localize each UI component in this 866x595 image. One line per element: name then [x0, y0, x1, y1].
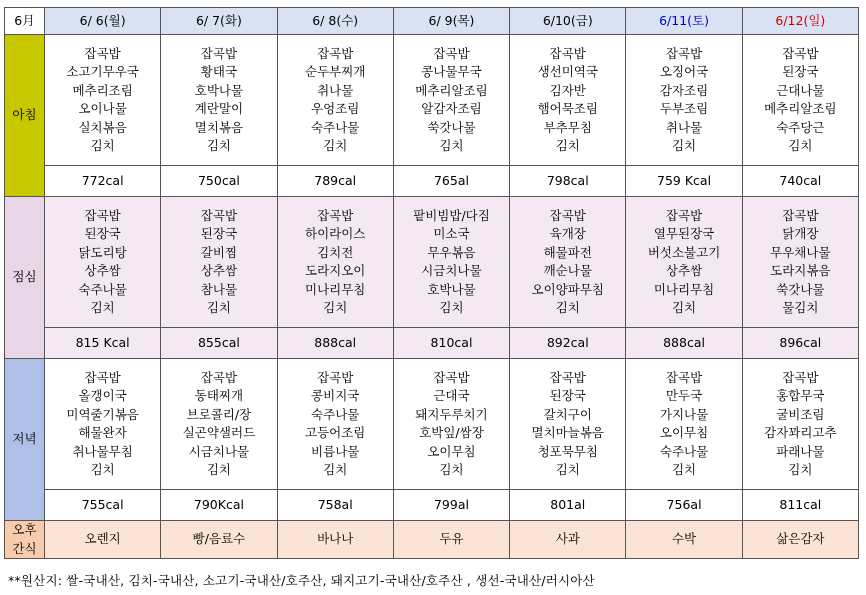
menu-item: 된장국 [84, 226, 121, 241]
snack-cell: 빵/음료수 [161, 521, 277, 559]
menu-item: 잡곡밥 [549, 207, 586, 223]
menu-item: 잡곡밥 [782, 207, 819, 223]
breakfast-label: 아침 [5, 35, 45, 197]
menu-cell [626, 197, 742, 328]
menu-item: 미나리무침 [305, 281, 366, 297]
menu-cell [277, 197, 393, 328]
menu-item: 숙주나물 [78, 281, 127, 297]
menu-item: 오이무침 [659, 425, 709, 440]
menu-item: 김치 [323, 300, 348, 315]
menu-item: 도라지볶음 [770, 263, 831, 278]
menu-item: 청포묵무침 [537, 443, 598, 459]
dinner-calorie-row [5, 490, 859, 521]
menu-item: 된장국 [549, 388, 586, 403]
snack-cell: 바나나 [277, 521, 393, 559]
calorie-cell: 756al [626, 490, 742, 521]
menu-item: 잡곡밥 [549, 369, 586, 385]
snack-cell: 오렌지 [45, 521, 161, 559]
menu-item: 김치 [206, 138, 231, 153]
calorie-cell: 811cal [742, 490, 858, 521]
menu-item: 잡곡밥 [84, 207, 121, 223]
menu-item: 김치 [671, 462, 697, 477]
menu-item: 숙주당근 [776, 119, 825, 135]
snack-label [5, 521, 45, 559]
calorie-cell: 765al [393, 166, 509, 197]
menu-item: 하이라이스 [305, 226, 366, 241]
menu-cell [510, 197, 626, 328]
menu-cell [45, 197, 161, 328]
menu-item: 닭도리탕 [78, 244, 127, 260]
menu-item: 고등어조림 [305, 425, 366, 440]
menu-item: 갈비찜 [200, 244, 238, 260]
lunch-calorie-row [5, 328, 859, 359]
menu-item: 부추무침 [543, 119, 592, 135]
day-header: 6/ 7(화) [161, 8, 277, 35]
menu-item: 김치 [206, 300, 231, 315]
dinner-label: 저녁 [5, 359, 45, 521]
calorie-cell: 810cal [393, 328, 509, 359]
menu-item: 우엉조림 [311, 101, 360, 116]
lunch-label: 점심 [5, 197, 45, 359]
calorie-cell: 772cal [45, 166, 161, 197]
menu-item: 잡곡밥 [665, 369, 703, 385]
menu-item: 만두국 [665, 388, 703, 403]
menu-item: 멸치볶음 [194, 119, 244, 135]
menu-item: 감자조림 [659, 82, 709, 98]
menu-item: 김치전 [317, 244, 354, 260]
calorie-cell: 759 Kcal [626, 166, 742, 197]
menu-item: 김치 [439, 462, 464, 477]
menu-cell [393, 35, 509, 166]
menu-item: 김치 [555, 462, 580, 477]
menu-cell [277, 35, 393, 166]
calorie-cell: 758al [277, 490, 393, 521]
snack-cell: 수박 [626, 521, 742, 559]
menu-item: 올갱이국 [78, 388, 127, 403]
snack-cell: 사과 [510, 521, 626, 559]
menu-item: 잡곡밥 [200, 45, 238, 61]
menu-item: 가지나물 [659, 406, 709, 422]
menu-item: 깨순나물 [543, 263, 592, 278]
menu-item: 김치 [323, 138, 348, 153]
menu-item: 김치 [206, 462, 231, 477]
menu-item: 무우채나물 [770, 244, 831, 260]
menu-item: 생선미역국 [537, 64, 598, 79]
menu-item: 김치 [555, 138, 580, 153]
menu-item: 황태국 [200, 64, 238, 79]
menu-cell [742, 197, 858, 328]
menu-item: 잡곡밥 [549, 45, 586, 61]
menu-item: 취나물무침 [72, 443, 133, 459]
calorie-cell: 740cal [742, 166, 858, 197]
calorie-cell: 750cal [161, 166, 277, 197]
menu-item: 잡곡밥 [782, 369, 819, 385]
menu-item: 김치 [788, 462, 813, 477]
menu-cell [277, 359, 393, 490]
origin-footnote: **원산지: 쌀-국내산, 김치-국내산, 소고기-국내산/호주산, 돼지고기-국내산/호주산 , 생선-국내산/러시아산 [8, 573, 595, 588]
day-header: 6/10(금) [510, 8, 626, 35]
calorie-cell: 801al [510, 490, 626, 521]
menu-item: 취나물 [665, 119, 703, 135]
menu-item: 김치 [671, 138, 697, 153]
menu-item: 미나리무침 [653, 281, 715, 297]
menu-item: 물김치 [782, 300, 819, 315]
menu-item: 실곤약샐러드 [182, 425, 256, 440]
calorie-cell: 789cal [277, 166, 393, 197]
menu-item: 시금치나물 [188, 443, 250, 459]
menu-item: 잡곡밥 [200, 369, 238, 385]
dinner-menu-row [5, 359, 859, 490]
menu-item: 숙주나물 [659, 443, 709, 459]
menu-item: 잡곡밥 [317, 369, 354, 385]
menu-item: 시금치나물 [421, 263, 482, 278]
menu-item: 김자반 [549, 82, 586, 98]
menu-item: 육개장 [549, 226, 586, 241]
menu-item: 두부조림 [659, 101, 709, 116]
menu-item: 잡곡밥 [317, 45, 354, 61]
menu-item: 오징어국 [659, 64, 709, 79]
menu-item: 오이나물 [78, 101, 127, 116]
menu-item: 미역줄기볶음 [66, 406, 139, 422]
menu-cell [510, 359, 626, 490]
menu-item: 잡곡밥 [665, 207, 703, 223]
calorie-cell: 790Kcal [161, 490, 277, 521]
menu-item: 김치 [90, 462, 115, 477]
menu-cell [45, 35, 161, 166]
menu-item: 김치 [788, 138, 813, 153]
menu-item: 김치 [671, 300, 697, 315]
menu-item: 잡곡밥 [433, 45, 470, 61]
menu-item: 열무된장국 [653, 226, 715, 241]
menu-item: 알감자조림 [421, 101, 482, 116]
header-row [5, 8, 859, 35]
menu-item: 메추리조림 [72, 82, 133, 98]
menu-item: 근대나물 [776, 82, 825, 98]
lunch-menu-row [5, 197, 859, 328]
menu-item: 숙주나물 [311, 119, 360, 135]
menu-cell [161, 35, 277, 166]
menu-item: 메추리알조림 [415, 82, 488, 98]
day-header: 6/12(일) [742, 8, 858, 35]
menu-item: 김치 [90, 138, 115, 153]
menu-item: 상추쌈 [665, 263, 703, 278]
menu-cell [742, 35, 858, 166]
menu-item: 김치 [439, 138, 464, 153]
calorie-cell: 892cal [510, 328, 626, 359]
menu-cell [45, 359, 161, 490]
menu-item: 동태찌개 [194, 388, 244, 403]
menu-item: 무우볶음 [427, 244, 476, 260]
menu-item: 닭개장 [782, 226, 819, 241]
day-header: 6/ 9(목) [393, 8, 509, 35]
menu-item: 호박나물 [194, 82, 244, 98]
menu-item: 미소국 [433, 226, 470, 241]
menu-item: 잡곡밥 [200, 207, 238, 223]
menu-item: 호박잎/쌈장 [419, 425, 484, 440]
weekly-meal-table [4, 7, 859, 559]
menu-item: 쑥갓나물 [427, 119, 476, 135]
snack-cell: 삶은감자 [742, 521, 858, 559]
menu-item: 오이양파무침 [531, 281, 604, 297]
menu-item: 잡곡밥 [84, 369, 121, 385]
calorie-cell: 815 Kcal [45, 328, 161, 359]
menu-item: 팥비빔밥/다짐 [413, 207, 490, 223]
month-label: 6月 [5, 8, 45, 35]
menu-item: 비름나물 [311, 443, 360, 459]
menu-item: 잡곡밥 [433, 369, 470, 385]
menu-item: 호박나물 [427, 281, 476, 297]
menu-item: 버섯소불고기 [647, 244, 721, 260]
menu-item: 근대국 [433, 388, 470, 403]
menu-cell [510, 35, 626, 166]
menu-item: 굴비조림 [776, 406, 825, 422]
menu-item: 도라지오이 [305, 263, 366, 278]
menu-cell [161, 197, 277, 328]
menu-item: 계란말이 [194, 101, 244, 116]
menu-item: 홍합무국 [776, 388, 825, 403]
menu-item: 오이무침 [427, 443, 476, 459]
menu-cell [742, 359, 858, 490]
menu-item: 메추리알조림 [764, 101, 837, 116]
menu-cell [393, 359, 509, 490]
menu-item: 콩비지국 [311, 388, 360, 403]
day-header: 6/ 6(월) [45, 8, 161, 35]
menu-item: 김치 [439, 300, 464, 315]
menu-item: 된장국 [200, 226, 238, 241]
calorie-cell: 799al [393, 490, 509, 521]
snack-row [5, 521, 859, 559]
day-header: 6/11(토) [626, 8, 742, 35]
menu-item: 잡곡밥 [665, 45, 703, 61]
calorie-cell: 798cal [510, 166, 626, 197]
menu-item: 쑥갓나물 [776, 281, 825, 297]
menu-item: 상추쌈 [84, 263, 121, 278]
breakfast-calorie-row [5, 166, 859, 197]
calorie-cell: 896cal [742, 328, 858, 359]
menu-item: 숙주나물 [311, 406, 360, 422]
menu-item: 김치 [90, 300, 115, 315]
breakfast-menu-row [5, 35, 859, 166]
calorie-cell: 855cal [161, 328, 277, 359]
day-header: 6/ 8(수) [277, 8, 393, 35]
menu-item: 해물파전 [543, 244, 592, 260]
snack-label-text: 오후간식 [12, 522, 37, 556]
menu-item: 콩나물무국 [421, 64, 482, 79]
menu-item: 참나물 [200, 281, 238, 297]
menu-item: 잡곡밥 [782, 45, 819, 61]
menu-item: 순두부찌개 [305, 64, 366, 79]
calorie-cell: 888cal [277, 328, 393, 359]
menu-item: 브로콜리/장 [186, 406, 252, 422]
calorie-cell: 888cal [626, 328, 742, 359]
menu-item: 실치볶음 [78, 119, 127, 135]
menu-item: 잡곡밥 [317, 207, 354, 223]
menu-item: 상추쌈 [200, 263, 238, 278]
menu-item: 김치 [323, 462, 348, 477]
menu-item: 취나물 [317, 82, 354, 98]
menu-cell [393, 197, 509, 328]
menu-item: 파래나물 [776, 443, 825, 459]
menu-item: 소고기무우국 [66, 64, 139, 79]
menu-item: 햄어묵조림 [537, 101, 598, 116]
menu-cell [161, 359, 277, 490]
menu-item: 해물완자 [78, 425, 127, 440]
menu-item: 된장국 [782, 64, 819, 79]
menu-cell [626, 35, 742, 166]
menu-item: 멸치마늘볶음 [531, 425, 604, 440]
menu-item: 감자꽈리고추 [764, 425, 837, 440]
menu-item: 김치 [555, 300, 580, 315]
menu-item: 잡곡밥 [84, 45, 121, 61]
calorie-cell: 755cal [45, 490, 161, 521]
menu-cell [626, 359, 742, 490]
menu-item: 돼지두루치기 [415, 406, 488, 422]
snack-cell: 두유 [393, 521, 509, 559]
menu-item: 갈치구이 [543, 406, 592, 422]
